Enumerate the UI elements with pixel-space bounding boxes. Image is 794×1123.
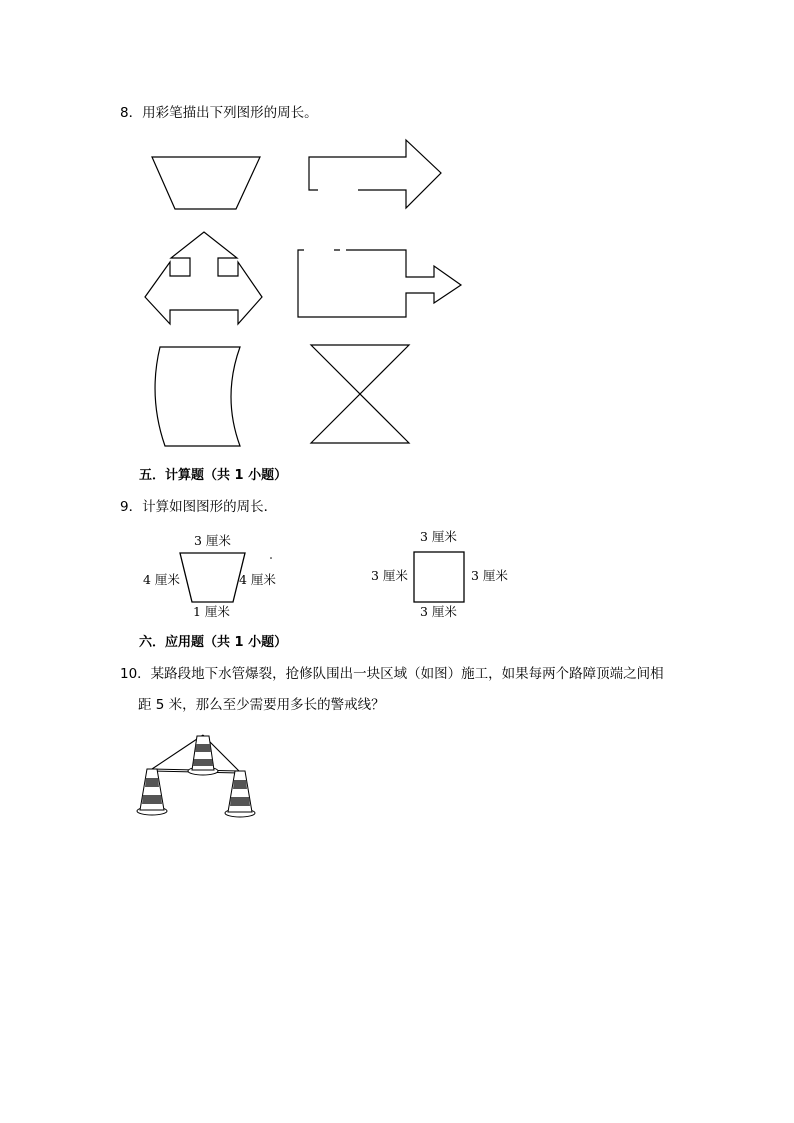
trapezoid-bottom-label: 1 厘米 (193, 604, 230, 619)
traffic-cone-left (137, 769, 167, 815)
square-top-label: 3 厘米 (420, 529, 457, 544)
square-right-label: 3 厘米 (471, 568, 508, 583)
square-bottom-label: 3 厘米 (420, 604, 457, 619)
trapezoid-left-label: 4 厘米 (143, 572, 180, 587)
question-8-text: 8．用彩笔描出下列图形的周长。 (120, 105, 318, 121)
section-5-title: 五．计算题（共 1 小题） (139, 468, 288, 483)
trapezoid-top-label: 3 厘米 (194, 533, 231, 548)
section-6-title: 六．应用题（共 1 小题） (139, 635, 288, 650)
question-10-line-1: 10．某路段地下水管爆裂，抢修队围出一块区域（如图）施工，如果每两个路障顶端之间相 (120, 666, 664, 682)
question-10-line-2: 距 5 米，那么至少需要用多长的警戒线？ (138, 697, 385, 713)
traffic-cone-right (225, 771, 255, 817)
square-left-label: 3 厘米 (371, 568, 408, 583)
trapezoid-right-label: 4 厘米 (239, 572, 276, 587)
question-9-text: 9．计算如图图形的周长． (120, 499, 278, 515)
